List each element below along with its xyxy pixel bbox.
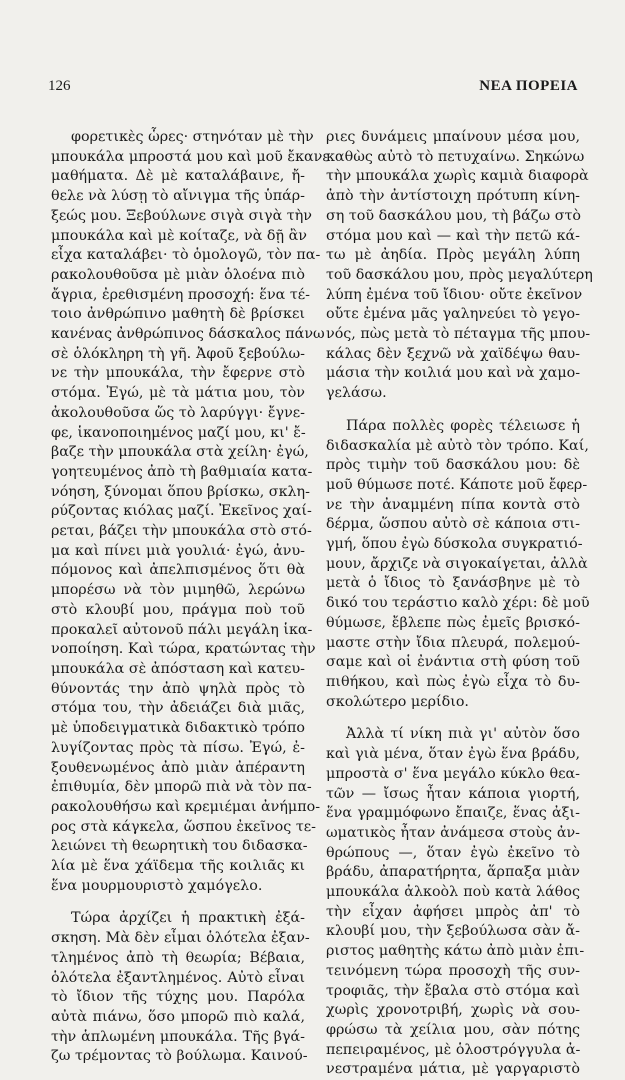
text-line: ωματικὸς ἦταν ἀνάμεσα στοὺς ἀν- [326,824,580,841]
text-line: μπουκάλα μπροστά μου καὶ μοῦ ἔκανε [51,148,330,165]
text-line: ξεώς μου. Ξεβούλωνε σιγὰ σιγὰ τὴν [51,207,312,224]
text-line: μπορέσω νὰ τὸν μιμηθῶ, λερώνω [51,582,305,599]
page-number: 126 [48,78,71,94]
text-line: γμή, ὅπου ἐγὼ δύσκολα συγκρατιό- [326,536,583,553]
text-line: πιθήκου, καὶ πὼς ἐγὼ εἶχα τὸ δυ- [326,673,580,690]
text-line: θρώπους —, ὅταν ἐγὼ ἐκεῖνο τὸ [326,844,580,861]
text-line: λύπη ἐμένα τοῦ ἴδιου· οὔτε ἐκεῖνον [326,286,583,303]
text-line: βράδυ, ἀπαρατήρητα, ἅρπαξα μιὰν [326,864,580,881]
text-line: τὴν μπουκάλα χωρὶς καμιὰ διαφορὰ [326,168,589,185]
text-line: τω μὲ ἀηδία. Πρὸς μεγάλη λύπη [326,247,580,264]
text-line: μαστε στὴν ἴδια πλευρά, πολεμού- [326,634,580,651]
text-line: μπροστὰ σ' ἕνα μεγάλο κύκλο θεα- [326,765,580,782]
text-line: ρακολουθήσω καὶ κρεμιέμαι ἀνήμπο- [51,798,321,815]
text-line: νός, πὼς μετὰ τὸ πέταγμα τῆς μπου- [326,326,591,343]
text-line: σκηση. Μὰ δὲν εἶμαι ὁλότελα ἐξαν- [51,930,310,947]
text-line: ρακολουθοῦσα μὲ μιὰν ὁλοένα πιὸ [51,266,305,283]
text-line: τὸ ἴδιον τῆς τύχης μου. Παρόλα [51,989,305,1006]
text-line: μετὰ ὁ ἴδιος τὸ ξανάσβηνε μὲ τὸ [326,575,580,592]
right-column [326,128,593,1080]
text-line: λειώνει τὴ θεωρητικὴ του διδασκα- [51,838,308,855]
text-line: Πάρα πολλὲς φορὲς τέλειωσε ἡ [346,417,580,434]
left-column [51,128,330,1067]
text-line: γελάσω. [326,385,387,402]
text-line: τοιο ἀνθρώπινο μαθητὴ δὲ βρίσκει [51,306,305,323]
text-line: κανένας ἀνθρώπινος δάσκαλος πάνω [51,326,325,343]
text-line: ἐπιθυμία, δὲν μπορῶ πιὰ νὰ τὸν πα- [51,779,312,796]
text-line: ἕνα γραμμόφωνο ἔπαιζε, ἕνας ἀξι- [326,805,580,822]
text-line: ριες δυνάμεις μπαίνουν μέσα μου, [326,129,580,145]
text-line: τὴν ἁπλωμένη μπουκάλα. Τῆς βγά- [51,1028,305,1045]
text-line: ση τοῦ δασκάλου μου, τὴ βάζω στὸ [326,207,581,224]
text-line: κλουβί μου, τὴν ξεβούλωσα σὰν ἄ- [326,923,580,940]
text-line: μὲ ὑποδειγματικὰ διδακτικὸ τρόπο [51,720,305,737]
text-line: καὶ γιὰ μένα, ὅταν ἐγὼ ἕνα βράδυ, [326,746,580,763]
paragraph [51,909,310,1067]
text-line: ρος στὰ κάγκελα, ὥσπου ἐκεῖνος τε- [51,818,316,835]
text-line: φε, ἱκανοποιημένος μαζί μου, κι' ἔ- [51,424,306,441]
paragraph [326,417,590,713]
text-line: στόμα. Ἐγώ, μὲ τὰ μάτια μου, τὸν [51,385,305,402]
text-line: δέρμα, ὥσπου αὐτὸ σὲ κάποια στι- [326,516,580,533]
text-line: νε τὴν μπουκάλα, τὴν ἔφερνε στὸ [51,365,305,382]
text-line: μαθήματα. Δὲ μὲ καταλάβαινε, ἤ- [51,168,305,185]
text-line: τὴν εἶχαν ἀφήσει μπρὸς ἀπ' τὸ [326,903,580,920]
text-line: βαζε τὴν μπουκάλα στὰ χείλη· ἐγώ, [51,444,309,461]
text-line: τῶν — ἴσως ἦταν κάποια γιορτή, [326,785,580,802]
text-line: χωρὶς χρονοτριβή, χωρὶς νὰ σου- [326,1002,580,1019]
text-line: διδασκαλία μὲ αὐτὸ τὸν τρόπο. Καί, [326,437,589,454]
text-line: Ἀλλὰ τί νίκη πιὰ γι' αὐτὸν ὅσο [346,726,580,743]
text-line: τοῦ δασκάλου μου, πρὸς μεγαλύτερη [326,266,593,283]
text-line: ἀπὸ τὴν ἀντίστοιχη πρότυπη κίνη- [326,188,580,205]
text-line: ρύζοντας κιόλας μαζί. Ἐκεῖνος χαί- [51,503,312,520]
text-line: λυγίζοντας πρὸς τὰ πίσω. Ἐγώ, ἐ- [51,739,305,756]
text-line: ἀκολουθοῦσα ὥς τὸ λαρύγγι· ἔγνε- [51,404,305,421]
text-line: καθὼς αὐτὸ τὸ πετυχαίνω. Σηκώνω [326,148,585,165]
text-line: στὸ κλουβί μου, πράγμα ποὺ τοῦ [51,601,305,618]
text-line: μουν, ἄρχιζε νὰ σιγοκαίγεται, ἀλλὰ [326,555,588,572]
text-line: θελε νὰ λύσῃ τὸ αἴνιγμα τῆς ὑπάρ- [51,188,305,205]
text-line: νεστραμένα μάτια, μὲ γαργαριστὸ [326,1061,580,1078]
text-line: μπουκάλα σὲ ἀπόσταση καὶ κατευ- [51,660,305,677]
text-line: κάλας δὲν ξεχνῶ νὰ χαϊδέψω θαυ- [326,345,580,362]
text-line: ζω τρέμοντας τὸ βούλωμα. Καινού- [51,1048,308,1065]
text-line: μοῦ θύμωσε ποτέ. Κάποτε μοῦ ἔφερ- [326,476,588,493]
text-line: ξουθενωμένος ἀπὸ μιὰν ἀπέραντη [51,759,305,776]
text-line: θύμωσε, ἔβλεπε πὼς ἐμεῖς βρισκό- [326,614,580,631]
text-line: στόμα μου καὶ — καὶ τὴν πετῶ κά- [326,227,580,244]
text-line: σαμε καὶ οἱ ἐνάντια στὴ φύση τοῦ [326,654,580,671]
text-line: ἕνα μουρμουριστὸ χαμόγελο. [51,877,263,894]
text-line: ριστος μαθητὴς κάτω ἀπὸ μιὰν ἐπι- [326,943,585,960]
text-line: μπουκάλα καὶ μὲ κοίταζε, νὰ δῇ ἂν [51,227,307,244]
text-line: σὲ ὁλόκληρη τὴ γῆ. Ἀφοῦ ξεβούλω- [51,345,305,362]
text-line: γοητευμένος ἀπὸ τὴ βαθμιαία κατα- [51,463,313,480]
text-line: πεπειραμένος, μὲ ὁλοστρόγγυλα ἀ- [326,1041,581,1058]
text-line: τεινόμενη τώρα προσοχὴ τῆς συν- [326,962,580,979]
text-line: ρεται, βάζει τὴν μπουκάλα στὸ στό- [51,523,312,540]
text-line: νόηση, ξύνομαι ὅπου βρίσκω, σκλη- [51,483,310,500]
text-line: πόμονος καὶ ἀπελπισμένος ὅτι θὰ [51,562,305,579]
text-line: μα καὶ πίνει μιὰ γουλιά· ἐγώ, ἀνυ- [51,542,305,559]
text-line: τλημένος ἀπὸ τὴ θεωρία; Βέβαια, [51,949,305,966]
text-line: θύνοντάς την ἀπὸ ψηλὰ πρὸς τὸ [51,680,305,697]
text-line: φορετικὲς ὧρες· στηνόταν μὲ τὴν [71,129,314,145]
text-line: νε τὴν ἀναμμένη πίπα κοντὰ στὸ [326,496,580,513]
page-header [48,78,578,98]
text-line: φρώσω τὰ χείλια μου, σὰν πότης [326,1021,580,1038]
text-line: δικό του τεράστιο καλὸ χέρι: δὲ μοῦ [326,595,590,612]
text-line: στόμα του, τὴν ἀδειάζει διὰ μιᾶς, [51,700,305,717]
text-line: μάσια τὴν κοιλιά μου καὶ νὰ χαμο- [326,365,581,382]
text-line: προκαλεῖ αὐτονοῦ πάλι μεγάλη ἱκα- [51,621,313,638]
text-line: Τώρα ἀρχίζει ἡ πρακτικὴ ἐξά- [71,910,305,927]
text-line: εἶχα καταλάβει· τὸ ὁμολογῶ, τὸν πα- [51,247,321,264]
text-line: σκολώτερο μερίδιο. [326,693,469,710]
text-line: τροφιᾶς, τὴν ἔβαλα στὸ στόμα καὶ [326,982,580,999]
text-line: ἄγρια, ἐρεθισμένη προσοχή: ἕνα τέ- [51,286,310,303]
running-title: ΝΕΑ ΠΟΡΕΙΑ [479,78,578,94]
text-line: οὔτε ἐμένα μᾶς γαληνεύει τὸ γεγο- [326,306,580,323]
text-line: πρὸς τιμὴν τοῦ δασκάλου μου: δὲ [326,457,580,474]
paragraph [326,725,585,1080]
text-line: λία μὲ ἕνα χάϊδεμα τῆς κοιλιᾶς κι [51,858,305,875]
text-line: αὐτὰ πιάνω, ὅσο μπορῶ πιὸ καλά, [51,1008,305,1025]
text-line: μπουκάλα ἀλκοὸλ ποὺ κατὰ λάθος [326,884,580,901]
text-line: νοποίηση. Καὶ τώρα, κρατώντας τὴν [51,641,316,658]
paragraph [51,128,330,896]
paragraph [326,128,593,404]
text-line: ὁλότελα ἐξαντλημένος. Αὐτὸ εἶναι [51,969,305,986]
